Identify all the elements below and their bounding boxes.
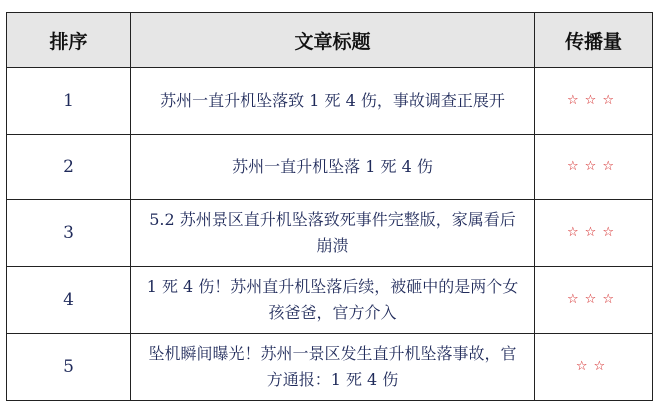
article-title-cell: 5.2 苏州景区直升机坠落致死事件完整版，家属看后崩溃 [131,200,535,267]
spread-stars-cell: ☆☆☆ [535,200,653,267]
spread-stars-cell: ☆☆☆ [535,267,653,334]
rank-cell: 5 [7,334,131,401]
header-rank: 排序 [7,13,131,68]
rank-cell: 2 [7,135,131,200]
table-row [7,68,653,135]
article-title-cell: 1 死 4 伤！苏州直升机坠落后续，被砸中的是两个女孩爸爸，官方介入 [131,267,535,334]
rank-cell: 4 [7,267,131,334]
header-title: 文章标题 [131,13,535,68]
rank-cell: 1 [7,68,131,135]
article-ranking-table [6,12,653,401]
article-title-cell: 苏州一直升机坠落致 1 死 4 伤，事故调查正展开 [131,68,535,135]
article-title-cell: 苏州一直升机坠落 1 死 4 伤 [131,135,535,200]
table-row [7,334,653,401]
table-row [7,267,653,334]
rank-cell: 3 [7,200,131,267]
table-row [7,200,653,267]
spread-stars-cell: ☆☆ [535,334,653,401]
spread-stars-cell: ☆☆☆ [535,68,653,135]
article-title-cell: 坠机瞬间曝光！苏州一景区发生直升机坠落事故，官方通报：1 死 4 伤 [131,334,535,401]
table-row [7,135,653,200]
table-header-row [7,13,653,68]
ranking-table-container [6,12,652,401]
header-spread: 传播量 [535,13,653,68]
spread-stars-cell: ☆☆☆ [535,135,653,200]
